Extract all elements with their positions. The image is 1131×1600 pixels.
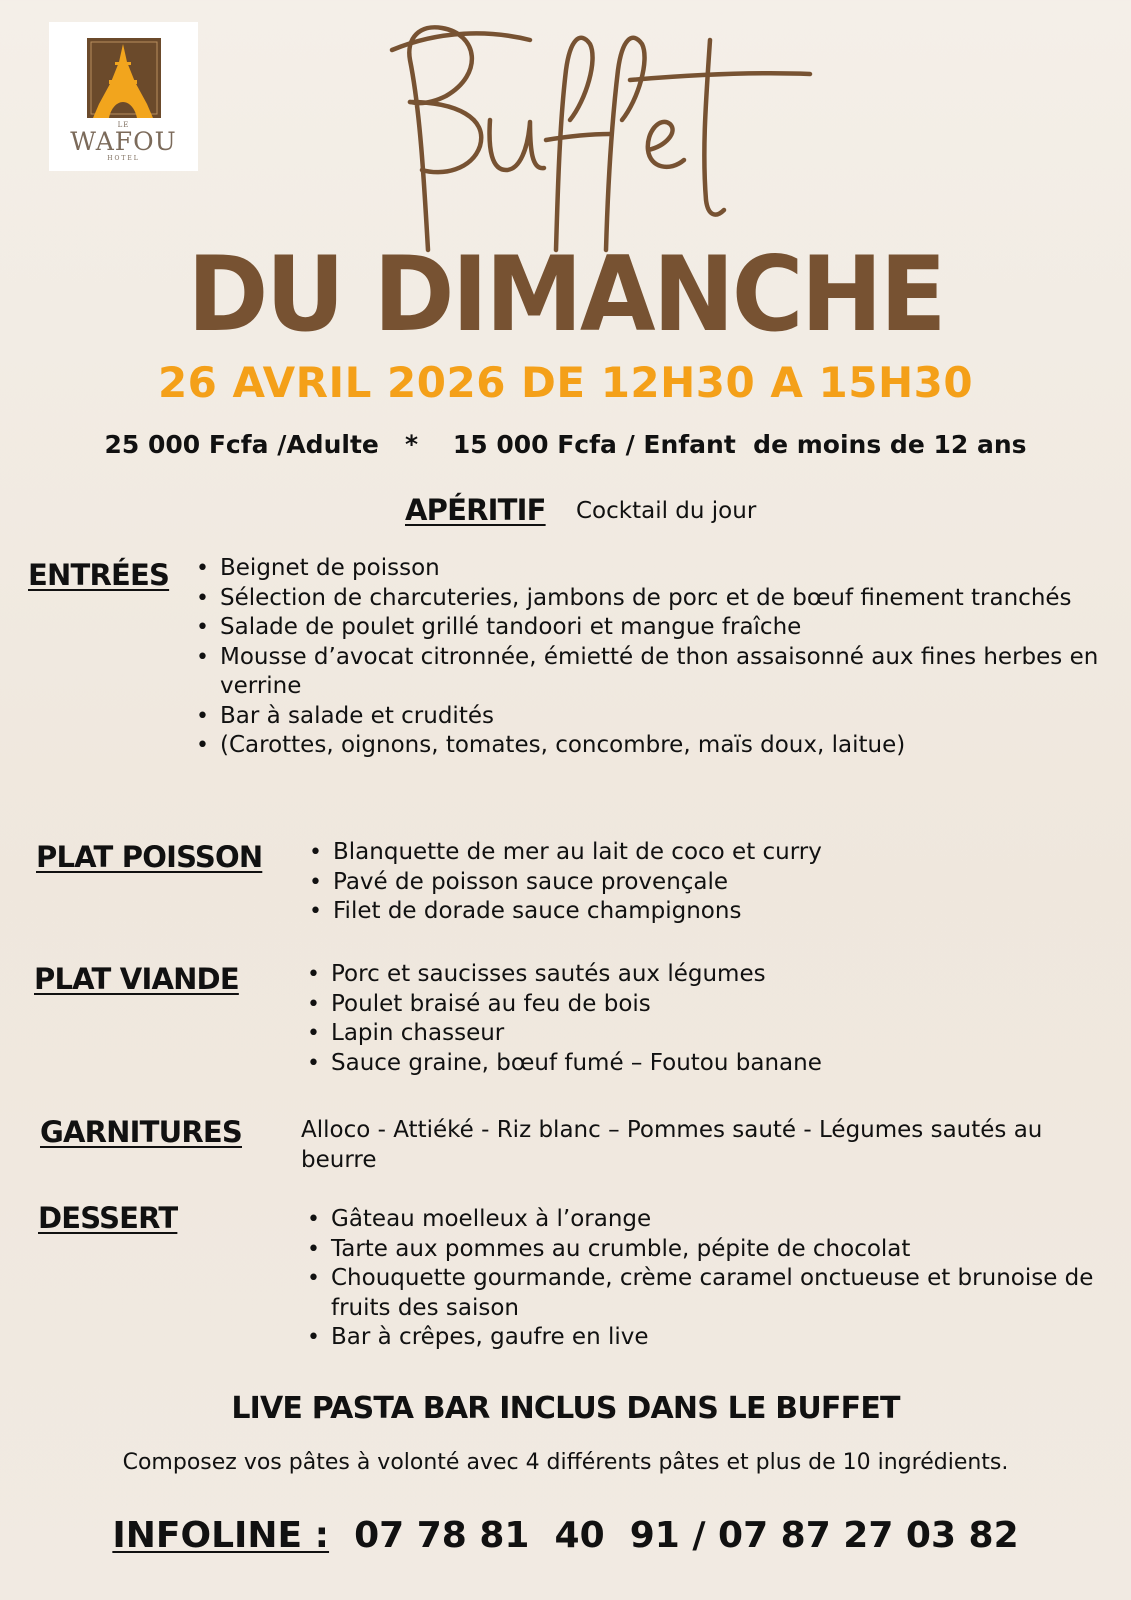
section-title-aperitif: APÉRITIF [405,493,546,527]
list-item: • Sauce graine, bœuf fumé – Foutou banane [331,1049,1131,1079]
list-item: • Sélection de charcuteries, jambons de porc et de bœuf finement tranchés [220,584,1120,614]
event-date-time: 26 AVRIL 2026 DE 12H30 A 15H30 [157,358,974,407]
live-pasta-title: LIVE PASTA BAR INCLUS DANS LE BUFFET [231,1391,900,1426]
infoline-phone-numbers[interactable]: 07 78 81 40 91 / 07 87 27 03 82 [329,1515,1019,1556]
hotel-logo [49,22,198,171]
section-title-entrees: ENTRÉES [28,558,170,592]
list-item: • Lapin chasseur [331,1019,1131,1049]
list-item: • Gâteau moelleux à l’orange [331,1205,1121,1235]
dessert-list [303,1205,1121,1353]
garnitures-text: Alloco - Attiéké - Riz blanc – Pommes sauté - Légumes sautés au beurre [301,1117,1043,1173]
plat-viande-list [303,960,1131,1078]
entrees-list [192,554,1120,761]
section-title-dessert: DESSERT [38,1201,178,1235]
main-title: DU DIMANCHE [187,235,944,355]
logo-name: WAFOU [70,127,177,156]
list-item: • Chouquette gourmande, crème caramel onctueuse et brunoise de fruits des saison [331,1264,1121,1323]
live-pasta-description: Composez vos pâtes à volonté avec 4 différents pâtes et plus de 10 ingrédients. [122,1450,1009,1475]
logo-le-text: LE [117,121,130,129]
list-item: • Blanquette de mer au lait de coco et curry [333,838,1131,868]
section-title-plat-poisson: PLAT POISSON [36,840,263,874]
list-item: • Poulet braisé au feu de bois [331,990,1131,1020]
buffet-script-title [380,0,840,275]
list-item: • Bar à salade et crudités [220,702,1120,732]
infoline [0,1515,1131,1556]
list-item: • Filet de dorade sauce champignons [333,897,1131,927]
list-item: • Tarte aux pommes au crumble, pépite de chocolat [331,1235,1121,1265]
plat-poisson-list [305,838,1131,927]
list-item: • (Carottes, oignons, tomates, concombre, maïs doux, laitue) [220,731,1120,761]
list-item: • Beignet de poisson [220,554,1120,584]
section-title-garnitures: GARNITURES [40,1115,242,1149]
list-item: • Porc et saucisses sautés aux légumes [331,960,1131,990]
list-item: • Salade de poulet grillé tandoori et mangue fraîche [220,613,1120,643]
infoline-label: INFOLINE : [112,1515,330,1556]
list-item: • Pavé de poisson sauce provençale [333,868,1131,898]
aperitif-text: Cocktail du jour [576,498,757,524]
list-item: • Bar à crêpes, gaufre en live [331,1323,1121,1353]
list-item: • Mousse d’avocat citronnée, émietté de thon assaisonné aux fines herbes en verrine [220,643,1120,702]
price-line: 25 000 Fcfa /Adulte * 15 000 Fcfa / Enfant de moins de 12 ans [104,430,1027,459]
logo-hotel-text: HOTEL [107,155,140,162]
section-title-plat-viande: PLAT VIANDE [34,962,239,996]
